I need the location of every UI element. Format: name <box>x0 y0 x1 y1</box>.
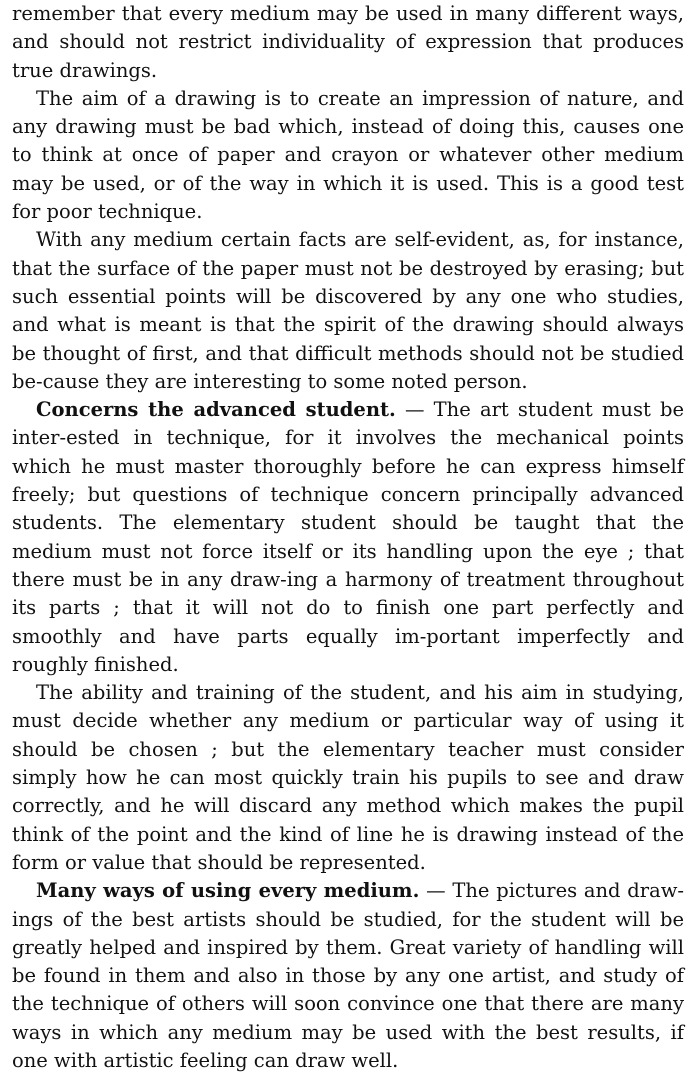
paragraph-text: The art student must be inter-ested in technique, for it involves the mechanical points which he must master thoroughly before he can express himself freely; but questions of technique concern principally advanced students. The elementary student should be taught that the medium must not force itself or its handling upon the eye ; that there must be in any draw-ing a harmony of treatment throughout its parts ; that it will not do to finish one part perfectly and smoothly and have parts equally im-portant imperfectly and roughly finished. <box>12 398 684 676</box>
paragraph-continuation <box>12 0 684 85</box>
heading-separator: — <box>419 879 453 903</box>
heading-separator: — <box>395 398 434 422</box>
paragraph-aim-of-drawing <box>12 85 684 226</box>
paragraph-text: The pictures and draw-ings of the best artists should be studied, for the student will be greatly helped and inspired by them. Great variety of handling will be found in them and also in those by any one artist, and study of the technique of others will soon convince one that there are many ways in which any medium may be used with the best results, if one with artistic feeling can draw well. <box>12 879 684 1072</box>
paragraph-advanced-student <box>12 396 684 679</box>
section-heading: Many ways of using every medium. <box>36 879 420 903</box>
paragraph-many-ways <box>12 877 684 1075</box>
paragraph-text: remember that every medium may be used in many different ways, and should not restrict individuality of expression that produces true drawings. <box>12 2 684 82</box>
book-page <box>12 0 684 1075</box>
section-heading: Concerns the advanced student. <box>36 398 396 422</box>
paragraph-text: The ability and training of the student, and his aim in studying, must decide whether any medium or particular way of using it should be chosen ; but the elementary teacher must consider simply how he can most quickly train his pupils to see and draw correctly, and he will discard any method which makes the pupil think of the point and the kind of line he is drawing instead of the form or value that should be represented. <box>12 681 684 874</box>
paragraph-text: The aim of a drawing is to create an impression of nature, and any drawing must be bad which, instead of doing this, causes one to think at once of paper and crayon or whatever other medium may be used, or of the way in which it is used. This is a good test for poor technique. <box>12 86 684 224</box>
paragraph-self-evident-facts <box>12 226 684 396</box>
paragraph-ability-and-training <box>12 679 684 877</box>
paragraph-text: With any medium certain facts are self-evident, as, for instance, that the surface of the paper must not be destroyed by erasing; but such essential points will be discovered by any one who studies, and what is meant is that the spirit of the drawing should always be thought of first, and that difficult methods should not be studied be-cause they are interesting to some noted person. <box>12 228 684 393</box>
